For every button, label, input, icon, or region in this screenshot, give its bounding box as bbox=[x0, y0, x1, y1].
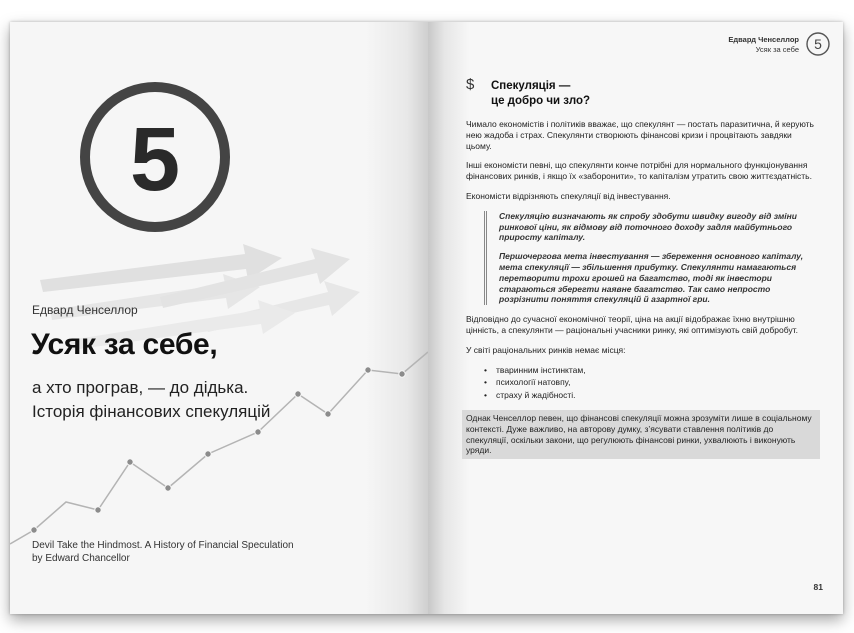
quote: Першочергова мета інвестування — збереження основного капіталу, мета спекуляції — збільшення прибутку. Спекулянти намагаються перетворити трохи грошей на багатство, тоді як інвестори стараються зберегти наявне багатство. Так само непросто розрізнити поняття спекуляцій й азартної гри. bbox=[499, 251, 804, 305]
section-title-line-1: Спекуляція — bbox=[491, 80, 571, 92]
book-spread bbox=[10, 22, 843, 614]
chapter-badge-small bbox=[805, 31, 831, 57]
quote-block bbox=[484, 211, 816, 305]
page-number: 81 bbox=[813, 582, 823, 592]
list-item: • психології натовпу, bbox=[466, 377, 816, 388]
left-page bbox=[10, 22, 428, 614]
subtitle-line-2: Історія фінансових спекуляцій bbox=[32, 402, 271, 421]
chapter-number-badge bbox=[85, 87, 225, 227]
list-item: • тваринним інстинктам, bbox=[466, 365, 816, 376]
paragraph: Чимало економістів і політиків вважає, що спекулянт — постать паразитична, й керують нею жадоба і страх. Спекулянти створюють фінансові кризи і процвітають завдяки цьому. bbox=[466, 119, 814, 151]
bullet-list bbox=[466, 365, 816, 401]
subtitle-line-1: а хто програв, — до дідька. bbox=[32, 378, 249, 397]
list-intro: У світі раціональних ринків немає місця: bbox=[466, 344, 626, 355]
paragraph: Економісти відрізняють спекуляції від інвестування. bbox=[466, 190, 671, 201]
book-author: Едвард Ченселлор bbox=[32, 303, 138, 317]
cover-decoration bbox=[10, 22, 428, 614]
right-page bbox=[428, 22, 843, 614]
running-header-title: Усяк за себе bbox=[755, 45, 799, 54]
paragraph: Інші економісти певні, що спекулянти конче потрібні для нормального функціонування фінансових ринків, і якщо їх «заборонити», то капіталізм утратить свою життєздатність. bbox=[466, 160, 812, 182]
quote: Спекуляцію визначають як спробу здобути швидку вигоду від зміни ринкової ціни, як відмову від поточного доходу задля майбутнього приросту капіталу. bbox=[499, 210, 797, 243]
running-header-author: Едвард Ченселлор bbox=[728, 35, 799, 44]
chapter-number: 5 bbox=[129, 110, 181, 210]
paragraph: Відповідно до сучасної економічної теорії, ціна на акції відображає їхню внутрішню цінність, а спекулянти — раціональні учасники ринку, які оптимізують свій добробут. bbox=[466, 314, 798, 335]
book-title: Усяк за себе, bbox=[31, 328, 218, 361]
book-subtitle bbox=[32, 376, 270, 424]
original-title-line-1: Devil Take the Hindmost. A History of Financial Speculation bbox=[32, 540, 294, 551]
original-title bbox=[32, 539, 294, 565]
highlighted-paragraph: Однак Ченселлор певен, що фінансові спекуляції можна зрозуміти лише в соціальному контексті. Дуже важливо, на авторову думку, з’ясувати ставлення політиків до спекуляції, оскільки закони, що регулюють фінансові ринки, ухвалюють і виконують уряди. bbox=[462, 410, 820, 459]
dollar-icon: $ bbox=[466, 76, 475, 93]
list-item: • страху й жадібності. bbox=[466, 390, 816, 401]
running-header bbox=[728, 35, 829, 55]
running-header-chapter-number: 5 bbox=[814, 36, 822, 52]
section-heading bbox=[466, 76, 816, 114]
original-title-line-2: by Edward Chancellor bbox=[32, 553, 130, 564]
section-title-line-2: це добро чи зло? bbox=[491, 95, 591, 107]
page-content bbox=[466, 76, 816, 459]
